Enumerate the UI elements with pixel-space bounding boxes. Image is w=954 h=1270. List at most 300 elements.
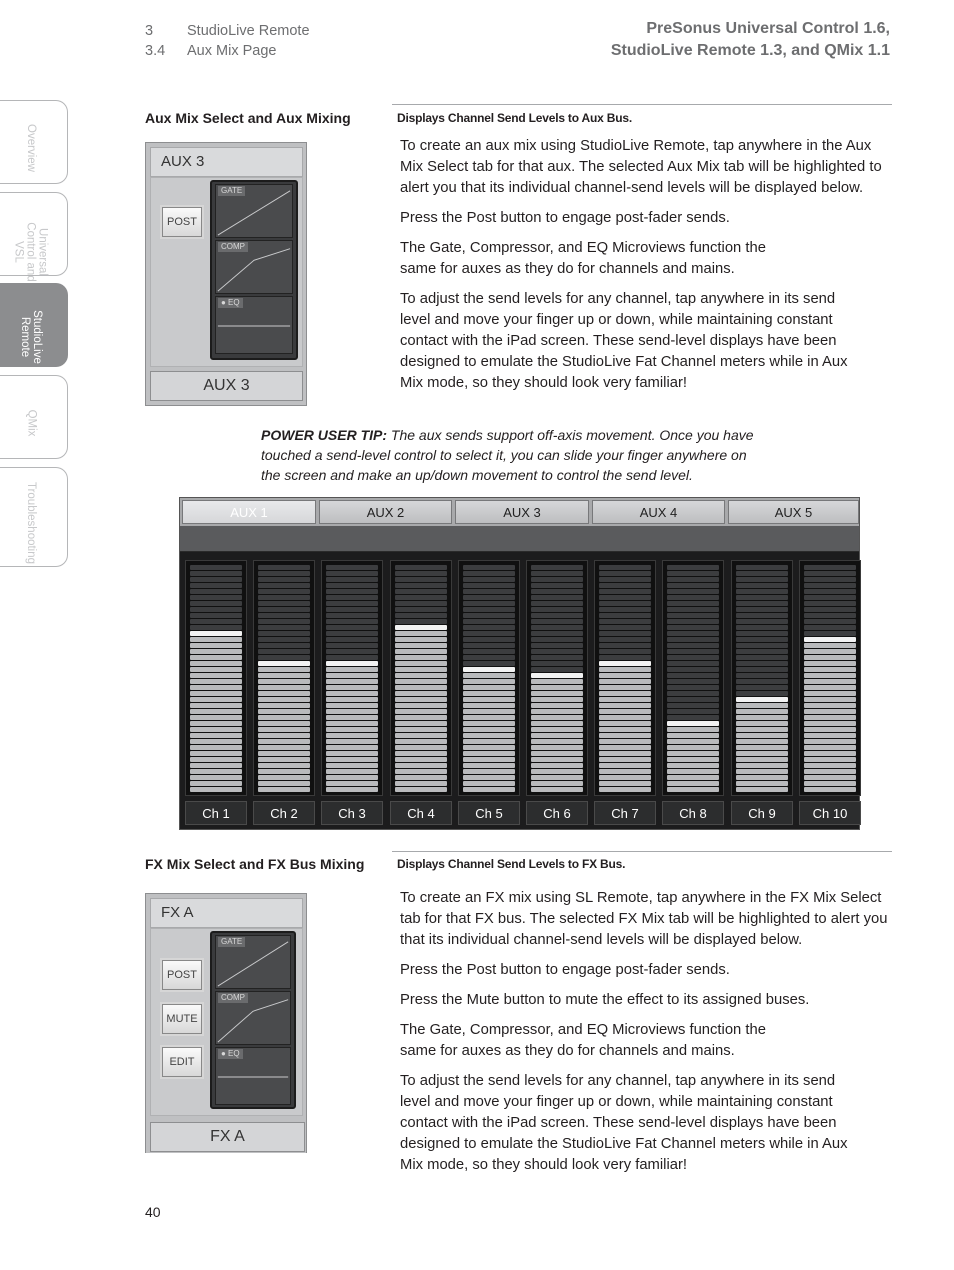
meter-segment [804,721,856,726]
meter-segment [667,781,719,786]
fx-body-text [400,888,890,1185]
meter-segment [736,565,788,570]
meter-segment [736,763,788,768]
meter-segment [190,565,242,570]
comp-microview[interactable] [215,991,291,1045]
meter-segment [804,727,856,732]
side-tab-label: Universal Control and VSL [13,222,49,282]
meter-segment [599,787,651,792]
meter-segment [258,787,310,792]
meter-segment [395,757,447,762]
meter-segment [667,721,719,726]
meter-segment [395,643,447,648]
side-tab-label: StudioLive Remote [19,310,43,364]
meter-segment [736,703,788,708]
paragraph: To create an aux mix using StudioLive Remote, tap anywhere in the Aux Mix Select tab for that aux. The selected Aux Mix tab will be highlighted to alert you that its individual channel-send levels will be displayed below. [400,138,882,196]
meter-segment [804,601,856,606]
meter-segment [804,667,856,672]
meter-segment [599,625,651,630]
send-level-meter[interactable] [458,560,520,796]
mute-button[interactable]: MUTE [162,1004,202,1034]
meter-segment [736,595,788,600]
meter-segment [190,769,242,774]
meter-segment [463,697,515,702]
meter-segment [395,781,447,786]
meter-segment [804,733,856,738]
send-level-meter[interactable] [253,560,315,796]
meter-segment [190,703,242,708]
meter-segment [395,577,447,582]
meter-segment [599,775,651,780]
meter-segment [667,601,719,606]
meter-segment [326,685,378,690]
meter-segment [667,745,719,750]
meter-segment [463,685,515,690]
meter-segment [463,757,515,762]
meter-segment [258,655,310,660]
meter-segment [190,733,242,738]
meter-segment [599,607,651,612]
meter-segment [395,763,447,768]
meter-segment [804,607,856,612]
meter-segment [736,643,788,648]
meter-segment [190,751,242,756]
meter-segment [599,655,651,660]
meter-segment [326,589,378,594]
meter-segment [463,715,515,720]
aux-strip-footer[interactable]: AUX 3 [150,371,303,401]
meter-segment [190,571,242,576]
meter-segment [258,565,310,570]
meter-segment [463,709,515,714]
aux-strip-title[interactable]: AUX 3 [150,147,303,177]
meter-segment [531,625,583,630]
meter-segment [190,727,242,732]
side-tab-qmix[interactable] [0,375,68,459]
gate-microview[interactable] [215,935,291,989]
send-level-meter[interactable] [390,560,452,796]
meter-segment [804,781,856,786]
channel-label[interactable]: Ch 10 [799,801,861,825]
send-level-meter[interactable] [662,560,724,796]
meter-segment [326,625,378,630]
paragraph: To adjust the send levels for any channel, tap anywhere in its send level and move your finger up or down, while maintaining constant contact with the iPad screen. These send-level displays have been designed to emulate the StudioLive Fat Channel meters while in Aux Mix mode, so they should look very familiar! [400,1073,848,1173]
meter-segment [667,625,719,630]
gate-tag: GATE [218,186,245,196]
send-level-meter[interactable] [185,560,247,796]
meter-segment [531,763,583,768]
meter-segment [599,763,651,768]
meter-segment [395,721,447,726]
meter-segment [395,769,447,774]
meter-segment [395,625,447,630]
meter-segment [326,745,378,750]
gate-microview[interactable] [215,184,293,238]
comp-tag: COMP [218,993,248,1003]
meter-segment [258,601,310,606]
meter-segment [531,613,583,618]
meter-segment [463,589,515,594]
meter-segment [804,655,856,660]
meter-segment [736,619,788,624]
meter-segment [326,769,378,774]
fx-strip-title[interactable]: FX A [150,898,303,928]
microview-panel[interactable] [210,180,298,360]
meter-segment [599,595,651,600]
meter-segment [326,565,378,570]
meter-segment [531,757,583,762]
meter-segment [667,577,719,582]
meter-segment [667,637,719,642]
meter-segment [599,709,651,714]
meter-segment [804,685,856,690]
meter-segment [190,697,242,702]
meter-segment [463,691,515,696]
channel-label[interactable]: Ch 6 [526,801,588,825]
tab-aux-5[interactable]: AUX 5 [728,500,859,524]
meter-segment [804,763,856,768]
send-level-meter[interactable] [321,560,383,796]
meter-segment [531,595,583,600]
side-tab-label: Troubleshooting [25,481,38,565]
meter-segment [326,571,378,576]
channel-label[interactable]: Ch 7 [594,801,656,825]
meter-segment [531,697,583,702]
meter-segment [258,679,310,684]
meter-segment [736,661,788,666]
meter-segment [463,583,515,588]
meter-segment [736,721,788,726]
meter-segment [258,673,310,678]
meter-segment [258,661,310,666]
meter-segment [463,655,515,660]
meter-segment [326,667,378,672]
meter-segment [736,601,788,606]
edit-button[interactable]: EDIT [162,1047,202,1077]
meter-segment [463,631,515,636]
meter-segment [736,709,788,714]
microview-panel[interactable] [210,931,296,1109]
meter-segment [804,679,856,684]
meter-segment [463,595,515,600]
side-tab-troubleshooting[interactable] [0,467,68,567]
meter-segment [599,697,651,702]
meter-segment [599,715,651,720]
mixer-band [180,526,859,552]
meter-segment [736,691,788,696]
tip-lead: POWER USER TIP: [261,427,388,443]
meter-segment [395,595,447,600]
meter-segment [190,631,242,636]
meter-segment [804,661,856,666]
meter-segment [804,637,856,642]
meter-segment [599,721,651,726]
meter-segment [599,589,651,594]
meter-segment [326,781,378,786]
meter-segment [190,667,242,672]
meter-segment [531,691,583,696]
meter-segment [326,607,378,612]
meter-segment [599,751,651,756]
meter-segment [326,577,378,582]
meter-segment [190,661,242,666]
meter-segment [395,727,447,732]
meter-segment [326,643,378,648]
meter-segment [190,607,242,612]
meter-segment [395,751,447,756]
meter-segment [599,769,651,774]
meter-segment [258,781,310,786]
meter-segment [326,703,378,708]
meter-segment [258,739,310,744]
meter-segment [667,697,719,702]
meter-segment [395,601,447,606]
send-level-meter[interactable] [594,560,656,796]
meter-segment [258,625,310,630]
meter-segment [531,751,583,756]
meter-segment [395,571,447,576]
meter-segment [326,715,378,720]
meter-segment [326,637,378,642]
meter-segment [804,697,856,702]
meter-segment [804,649,856,654]
meter-segment [463,649,515,654]
meter-segment [395,637,447,642]
meter-segment [736,685,788,690]
meter-segment [667,775,719,780]
meter-segment [190,643,242,648]
document-title [611,18,890,62]
meter-segment [736,583,788,588]
aux-section-subheading: Displays Channel Send Levels to Aux Bus. [397,111,632,125]
meter-segment [463,673,515,678]
meter-segment [326,733,378,738]
eq-microview[interactable] [215,296,293,354]
meter-segment [326,655,378,660]
meter-segment [395,691,447,696]
tab-aux-4[interactable]: AUX 4 [592,500,725,524]
meter-segment [736,739,788,744]
fx-section-heading: FX Mix Select and FX Bus Mixing [145,856,365,872]
meter-segment [258,595,310,600]
meter-segment [599,745,651,750]
meter-segment [667,571,719,576]
meter-segment [531,577,583,582]
meter-segment [531,781,583,786]
meter-segment [190,691,242,696]
meter-segment [599,577,651,582]
meter-segment [531,631,583,636]
tab-aux-1[interactable]: AUX 1 [182,500,316,524]
power-user-tip [261,425,761,485]
meter-segment [190,649,242,654]
meter-segment [667,655,719,660]
side-tab-universal-control[interactable] [0,192,68,282]
meter-segment [190,679,242,684]
meter-segment [804,769,856,774]
meter-segment [463,619,515,624]
meter-segment [463,565,515,570]
meter-segment [531,739,583,744]
chapter-number: 3 [145,23,154,39]
channel-label[interactable]: Ch 4 [390,801,452,825]
meter-segment [531,679,583,684]
meter-segment [326,583,378,588]
meter-segment [326,691,378,696]
meter-segment [463,625,515,630]
meter-segment [804,631,856,636]
meter-segment [804,739,856,744]
channel-label[interactable]: Ch 5 [458,801,520,825]
meter-segment [531,649,583,654]
meter-segment [667,733,719,738]
meter-segment [599,727,651,732]
meter-segment [804,565,856,570]
meter-segment [258,619,310,624]
document-title-line2: StudioLive Remote 1.3, and QMix 1.1 [610,42,890,59]
meter-segment [463,727,515,732]
meter-segment [190,589,242,594]
fx-section-subheading: Displays Channel Send Levels to FX Bus. [397,857,626,871]
meter-segment [395,583,447,588]
meter-segment [531,583,583,588]
meter-segment [599,685,651,690]
meter-segment [326,649,378,654]
meter-segment [804,709,856,714]
meter-segment [599,733,651,738]
meter-segment [395,655,447,660]
meter-segment [804,625,856,630]
meter-segment [258,637,310,642]
meter-segment [531,787,583,792]
meter-segment [326,751,378,756]
meter-segment [326,697,378,702]
meter-segment [804,571,856,576]
meter-segment [326,595,378,600]
meter-segment [326,631,378,636]
meter-segment [395,619,447,624]
meter-segment [326,787,378,792]
meter-segment [804,577,856,582]
meter-segment [190,613,242,618]
meter-segment [599,649,651,654]
channel-label[interactable]: Ch 2 [253,801,315,825]
meter-segment [395,685,447,690]
meter-segment [736,673,788,678]
meter-segment [190,781,242,786]
meter-segment [667,661,719,666]
side-tab-overview[interactable] [0,100,68,184]
meter-segment [395,739,447,744]
tab-aux-3[interactable]: AUX 3 [455,500,589,524]
meter-segment [463,763,515,768]
meter-segment [326,739,378,744]
meter-segment [463,703,515,708]
meter-segment [395,697,447,702]
meter-segment [736,745,788,750]
meter-segment [599,637,651,642]
meter-segment [531,769,583,774]
meter-segment [258,577,310,582]
tab-aux-2[interactable]: AUX 2 [319,500,452,524]
meter-segment [667,739,719,744]
channel-label[interactable]: Ch 3 [321,801,383,825]
meter-segment [395,613,447,618]
meter-segment [736,577,788,582]
eq-tag: ● EQ [218,298,243,308]
meter-segment [190,721,242,726]
paragraph: To adjust the send levels for any channel, tap anywhere in its send level and move your finger up or down, while maintaining constant contact with the iPad screen. These send-level displays have been designed to emulate the StudioLive Fat Channel meters while in Aux Mix mode, so they should look very familiar! [400,291,848,391]
meter-segment [736,697,788,702]
eq-microview[interactable] [215,1047,291,1105]
meter-segment [463,781,515,786]
meter-segment [190,601,242,606]
meter-segment [804,715,856,720]
meter-segment [258,775,310,780]
meter-segment [804,751,856,756]
channel-label[interactable]: Ch 1 [185,801,247,825]
paragraph: The Gate, Compressor, and EQ Microviews function the same for auxes as they do for channels and mains. [400,1022,766,1059]
meter-segment [326,757,378,762]
meter-segment [258,757,310,762]
meter-segment [599,643,651,648]
meter-segment [463,679,515,684]
document-title-line1: PreSonus Universal Control 1.6, [646,20,890,37]
meter-segment [667,613,719,618]
gate-tag: GATE [218,937,245,947]
meter-segment [667,643,719,648]
comp-microview[interactable] [215,240,293,294]
tip-text: The aux sends support off-axis movement. Once you have touched a send-level control to select it, you can slide your finger anywhere on the screen and make an up/down movement to control the send level. [261,427,754,483]
meter-segment [804,619,856,624]
meter-segment [190,739,242,744]
post-button[interactable]: POST [162,960,202,990]
channel-label[interactable]: Ch 9 [731,801,793,825]
meter-segment [463,577,515,582]
meter-segment [599,781,651,786]
paragraph: Press the Post button to engage post-fader sends. [400,210,730,226]
meter-segment [599,667,651,672]
meter-segment [395,733,447,738]
meter-segment [667,679,719,684]
meter-segment [667,583,719,588]
meter-segment [190,745,242,750]
send-level-meter[interactable] [526,560,588,796]
meter-segment [190,673,242,678]
meter-segment [531,601,583,606]
fx-strip-footer[interactable]: FX A [150,1122,305,1152]
meter-segment [463,637,515,642]
send-level-meter[interactable] [731,560,793,796]
meter-segment [190,715,242,720]
meter-segment [326,775,378,780]
send-level-meter[interactable] [799,560,861,796]
meter-segment [190,595,242,600]
meter-segment [531,673,583,678]
meter-segment [395,703,447,708]
post-button[interactable]: POST [162,207,202,237]
meter-segment [804,787,856,792]
meter-segment [667,685,719,690]
meter-segment [804,745,856,750]
meter-segment [667,607,719,612]
meter-segment [736,751,788,756]
running-header [145,21,310,61]
side-tab-studiolive-remote[interactable] [0,283,68,367]
channel-label[interactable]: Ch 8 [662,801,724,825]
page-number: 40 [145,1204,161,1220]
section-title: Aux Mix Page [187,43,277,59]
